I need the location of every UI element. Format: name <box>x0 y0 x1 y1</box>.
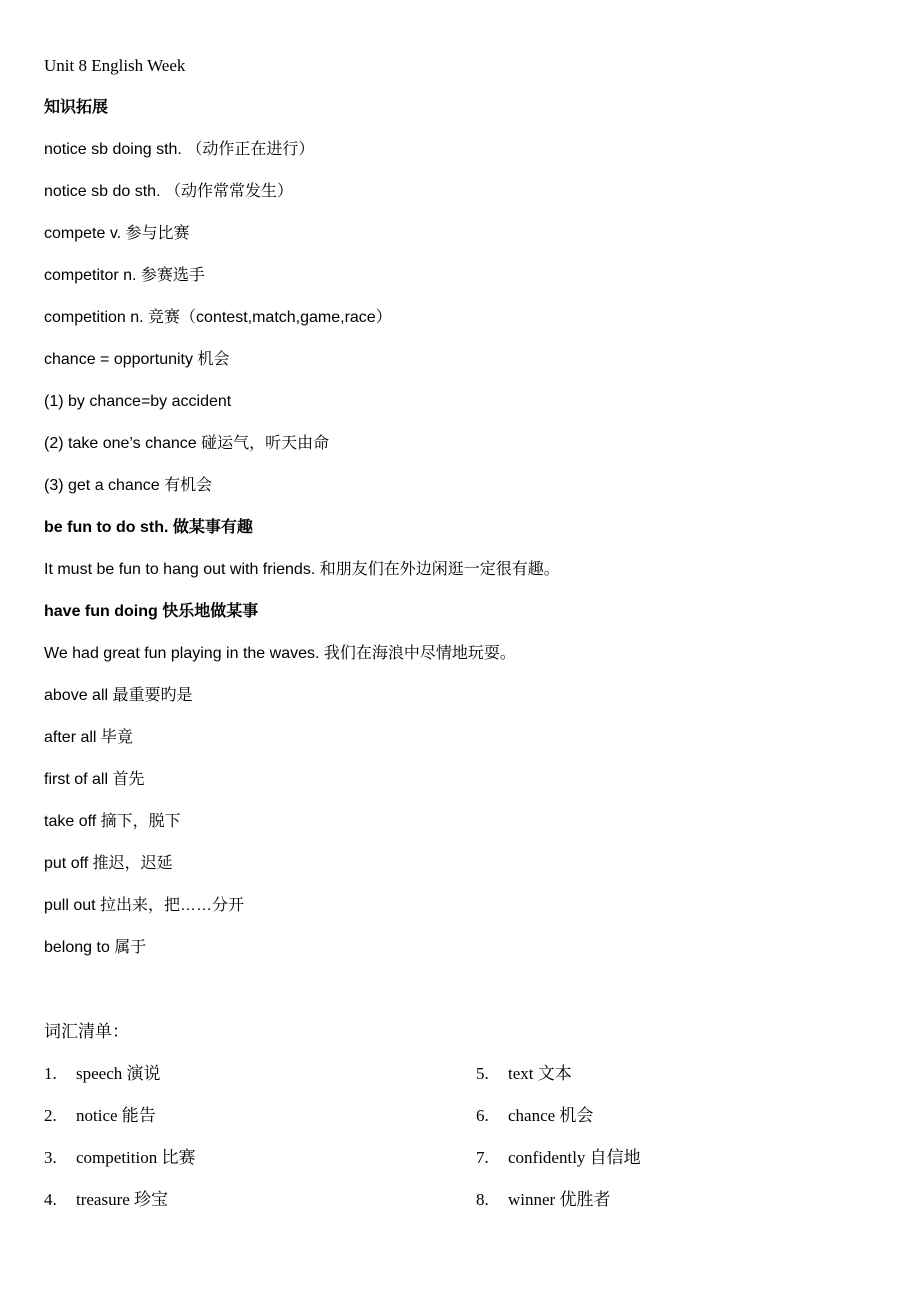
vocab-number: 4. <box>44 1190 57 1209</box>
knowledge-line: (1) by chance=by accident <box>44 393 232 410</box>
vocab-number: 3. <box>44 1148 57 1167</box>
vocab-heading: 词汇清单： <box>44 1022 129 1041</box>
vocab-item <box>476 1186 876 1228</box>
knowledge-line: belong to 属于 <box>44 939 147 956</box>
knowledge-line: have fun doing 快乐地做某事 <box>44 603 259 620</box>
vocab-number: 7. <box>476 1148 489 1167</box>
vocab-entry: text 文本 <box>508 1064 572 1083</box>
knowledge-line: notice sb doing sth. （动作正在进行） <box>44 141 315 158</box>
vocab-number: 6. <box>476 1106 489 1125</box>
vocab-item <box>476 1060 876 1102</box>
knowledge-lines <box>44 136 884 976</box>
knowledge-line: put off 推迟，迟延 <box>44 855 173 872</box>
knowledge-line: competitor n. 参赛选手 <box>44 267 205 284</box>
knowledge-line: (3) get a chance 有机会 <box>44 477 213 494</box>
knowledge-line: pull out 拉出来，把……分开 <box>44 897 245 914</box>
vocab-entry: speech 演说 <box>76 1064 161 1083</box>
document-page <box>44 52 884 1228</box>
knowledge-line: take off 摘下，脱下 <box>44 813 181 830</box>
vocab-entry: notice 能告 <box>76 1106 156 1125</box>
vocab-item <box>476 1144 876 1186</box>
vocab-item <box>44 1144 476 1186</box>
vocab-number: 1. <box>44 1064 57 1083</box>
vocab-item <box>44 1102 476 1144</box>
knowledge-line: notice sb do sth. （动作常常发生） <box>44 183 293 200</box>
knowledge-line: chance = opportunity 机会 <box>44 351 230 368</box>
knowledge-line: be fun to do sth. 做某事有趣 <box>44 519 253 536</box>
vocab-number: 5. <box>476 1064 489 1083</box>
knowledge-line: compete v. 参与比赛 <box>44 225 190 242</box>
knowledge-line: We had great fun playing in the waves. 我们在海浪中尽情地玩耍。 <box>44 645 516 662</box>
vocab-entry: confidently 自信地 <box>508 1148 641 1167</box>
vocab-item <box>476 1102 876 1144</box>
knowledge-line: (2) take one’s chance 碰运气，听天由命 <box>44 435 330 452</box>
vocab-item <box>44 1060 476 1102</box>
knowledge-line: after all 毕竟 <box>44 729 133 746</box>
knowledge-line: above all 最重要旳是 <box>44 687 193 704</box>
document-title: Unit 8 English Week <box>44 56 186 75</box>
knowledge-line: first of all 首先 <box>44 771 145 788</box>
vocab-number: 8. <box>476 1190 489 1209</box>
knowledge-line: competition n. 竞赛（contest,match,game,race） <box>44 309 392 326</box>
vocab-item <box>44 1186 476 1228</box>
knowledge-line: It must be fun to hang out with friends. 和朋友们在外边闲逛一定很有趣。 <box>44 561 560 578</box>
vocab-entry: treasure 珍宝 <box>76 1190 169 1209</box>
vocab-list <box>44 1060 884 1228</box>
vocab-entry: winner 优胜者 <box>508 1190 611 1209</box>
vocab-entry: chance 机会 <box>508 1106 594 1125</box>
vocab-number: 2. <box>44 1106 57 1125</box>
vocab-entry: competition 比赛 <box>76 1148 196 1167</box>
section-heading: 知识拓展 <box>44 99 109 116</box>
spacer <box>44 976 884 1018</box>
